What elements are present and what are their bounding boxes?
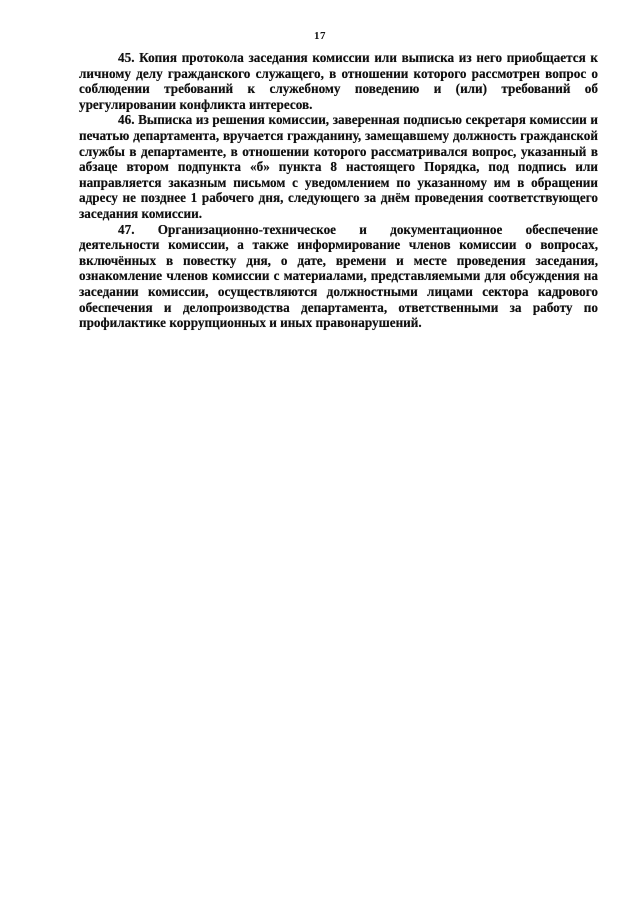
page-number: 17: [314, 30, 326, 42]
paragraph-47: 47. Организационно-техническое и документационное обеспечение деятельности комиссии, а также информирование членов комиссии о вопросах, включённых в повестку дня, о дате, времени и месте проведения заседания, ознакомление членов комиссии с материалами, представляемыми для обсуждения на заседании комиссии, осуществляются должностными лицами сектора кадрового обеспечения и делопроизводства департамента, ответственными за работу по профилактике коррупционных и иных правонарушений.: [79, 221, 598, 331]
paragraph-46: 46. Выписка из решения комиссии, заверенная подписью секретаря комиссии и печатью департамента, вручается гражданину, замещавшему должность гражданской службы в департаменте, в отношении которого рассматривался вопрос, указанный в абзаце втором подпункта «б» пункта 8 настоящего Порядка, под подпись или направляется заказным письмом с уведомлением по указанному им в обращении адресу не позднее 1 рабочего дня, следующего за днём проведения соответствующего заседания комиссии.: [79, 112, 598, 221]
paragraph-45: 45. Копия протокола заседания комиссии или выписка из него приобщается к личному делу гражданского служащего, в отношении которого рассмотрен вопрос о соблюдении требований к служебному поведению и (или) требований об урегулировании конфликта интересов.: [79, 50, 598, 112]
document-body: [79, 50, 598, 331]
